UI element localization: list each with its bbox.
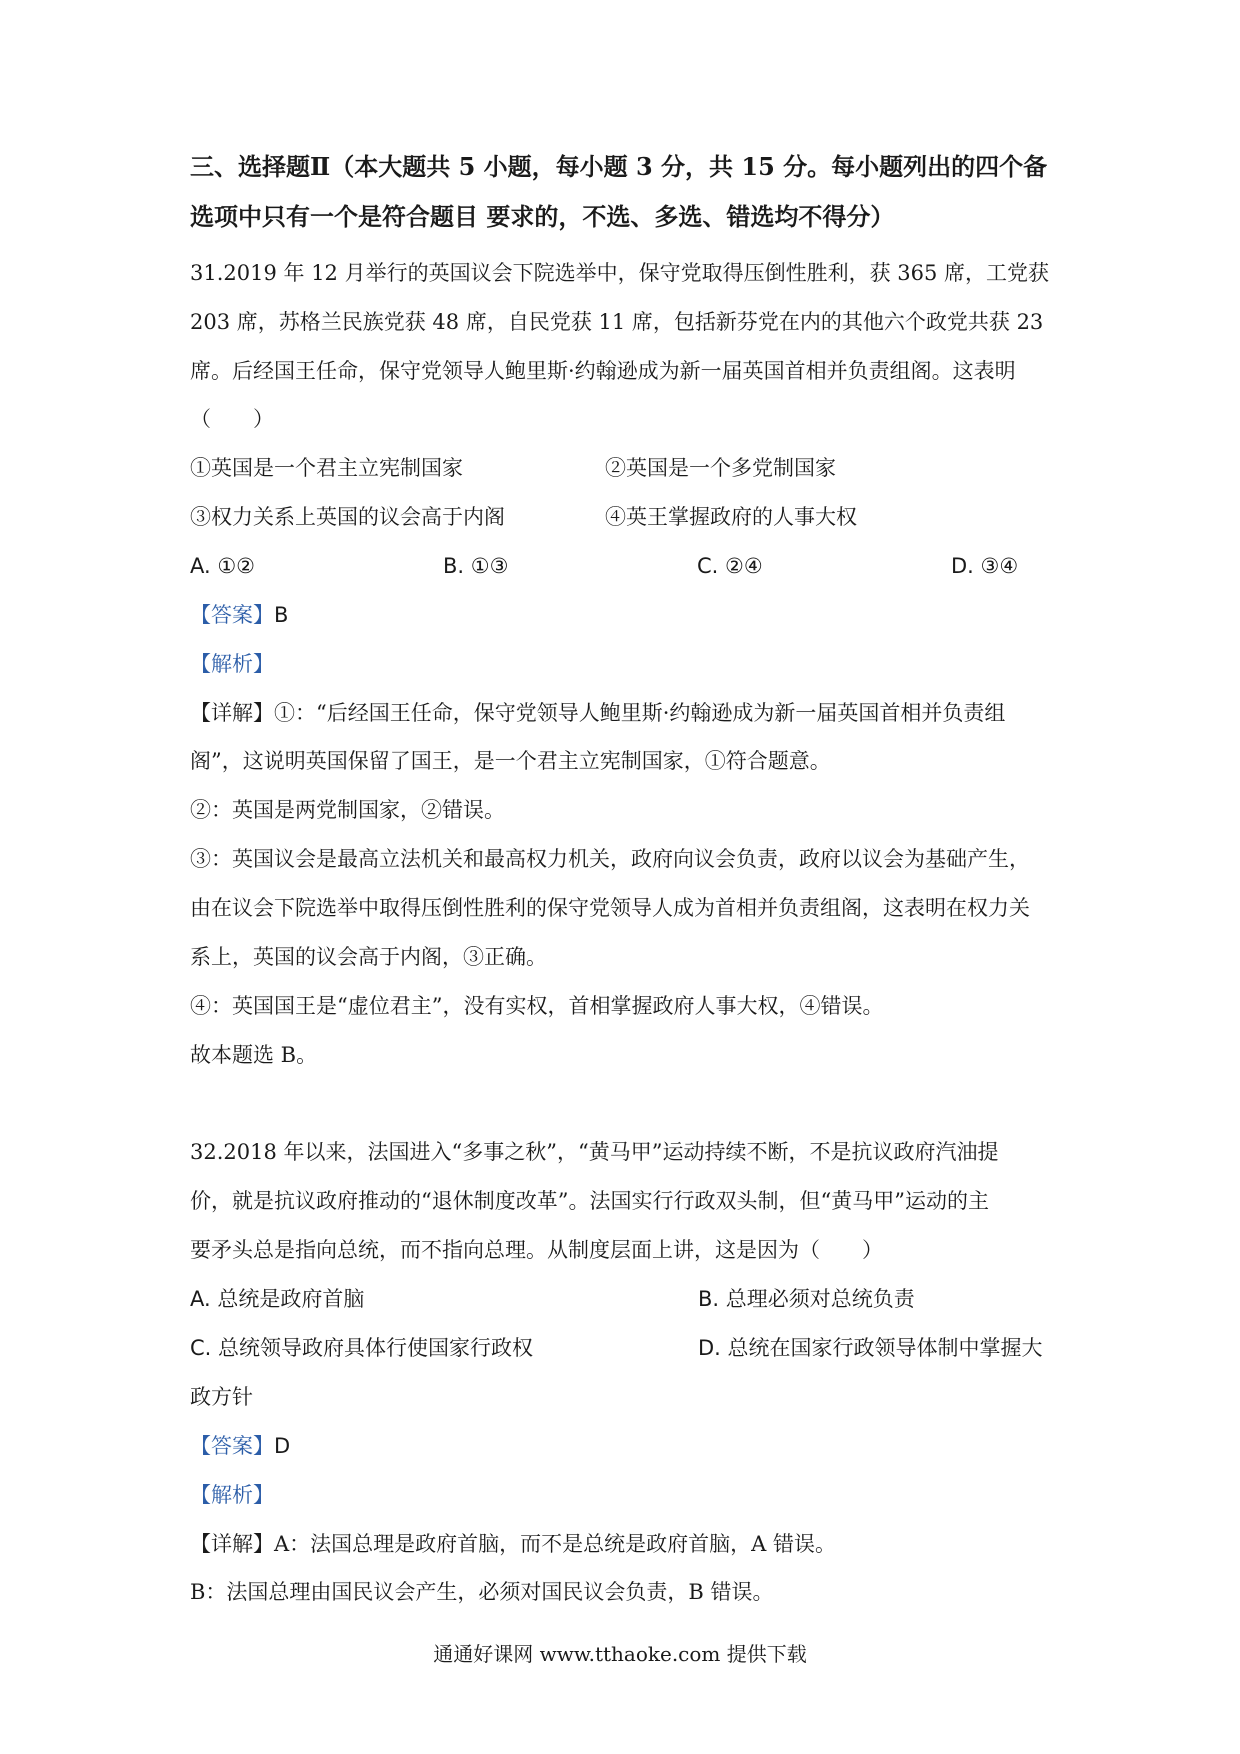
q31-detail-line-8: 故本题选 B。 [190,1043,318,1067]
q31-detail-line-4: ③：英国议会是最高立法机关和最高权力机关，政府向议会负责，政府以议会为基础产生， [190,847,1030,871]
q31-item-3: ③权力关系上英国的议会高于内阁 [190,505,505,529]
q31-stem-line-3: 席。后经国王任命，保守党领导人鲍里斯·约翰逊成为新一届英国首相并负责组阁。这表明 [190,359,1016,383]
q32-choice-c: C. 总统领导政府具体行使国家行政权 [190,1336,534,1360]
q32-stem-line-2: 价，就是抗议政府推动的“退休制度改革”。法国实行行政双头制，但“黄马甲”运动的主 [190,1189,989,1213]
q31-item-2: ②英国是一个多党制国家 [605,456,836,480]
q32-choice-d: D. 总统在国家行政领导体制中掌握大 [698,1336,1043,1360]
q31-choice-c: C. ②④ [697,554,763,578]
q32-answer-tag: 【答案】 [190,1434,274,1458]
q31-choice-b: B. ①③ [443,554,509,578]
q32-choice-d-continued: 政方针 [190,1385,253,1409]
q31-detail-line-3: ②：英国是两党制国家，②错误。 [190,798,505,822]
q31-detail-line-7: ④：英国国王是“虚位君主”，没有实权，首相掌握政府人事大权，④错误。 [190,994,884,1018]
q32-stem-line-1: 32.2018 年以来，法国进入“多事之秋”，“黄马甲”运动持续不断，不是抗议政府汽油提 [190,1140,999,1164]
q31-choice-a: A. ①② [190,554,255,578]
q31-answer-tag: 【答案】 [190,603,274,627]
q32-answer-line [190,1431,1060,1461]
q31-detail-line-1: 【详解】①：“后经国王任命，保守党领导人鲍里斯·约翰逊成为新一届英国首相并负责组 [190,701,1006,725]
q32-detail-line-1: 【详解】A：法国总理是政府首脑，而不是总统是政府首脑，A 错误。 [190,1532,837,1556]
q31-item-1: ①英国是一个君主立宪制国家 [190,456,463,480]
q31-detail-line-5: 由在议会下院选举中取得压倒性胜利的保守党领导人成为首相并负责组阁，这表明在权力关 [190,896,1030,920]
q32-choice-a: A. 总统是政府首脑 [190,1287,365,1311]
page-footer: 通通好课网 www.tthaoke.com 提供下载 [433,1642,807,1666]
q32-detail-line-2: B：法国总理由国民议会产生，必须对国民议会负责，B 错误。 [190,1580,774,1604]
q32-answer-value: D [274,1434,291,1458]
q31-answer-line [190,600,1060,630]
q32-analysis-tag: 【解析】 [190,1483,274,1507]
q31-stem-line-1: 31.2019 年 12 月举行的英国议会下院选举中，保守党取得压倒性胜利，获 365 席，工党获 [190,261,1050,285]
q31-answer-value: B [274,603,289,627]
q31-detail-line-6: 系上，英国的议会高于内阁，③正确。 [190,945,547,969]
q32-choice-b: B. 总理必须对总统负责 [698,1287,915,1311]
q31-choice-d: D. ③④ [951,554,1019,578]
q31-item-4: ④英王掌握政府的人事大权 [605,505,857,529]
section-heading-line-2: 选项中只有一个是符合题目 要求的，不选、多选、错选均不得分） [190,202,895,231]
q31-stem-line-2: 203 席，苏格兰民族党获 48 席，自民党获 11 席，包括新芬党在内的其他六个政党共获 23 [190,310,1044,334]
q31-analysis-tag: 【解析】 [190,652,274,676]
q32-stem-line-3: 要矛头总是指向总统，而不指向总理。从制度层面上讲，这是因为（ ） [190,1238,883,1262]
section-heading-line-1: 三、选择题Ⅱ（本大题共 5 小题，每小题 3 分，共 15 分。每小题列出的四个备 [190,152,1048,181]
q31-stem-line-4: （ ） [190,407,274,431]
q31-detail-line-2: 阁”，这说明英国保留了国王，是一个君主立宪制国家，①符合题意。 [190,749,831,773]
